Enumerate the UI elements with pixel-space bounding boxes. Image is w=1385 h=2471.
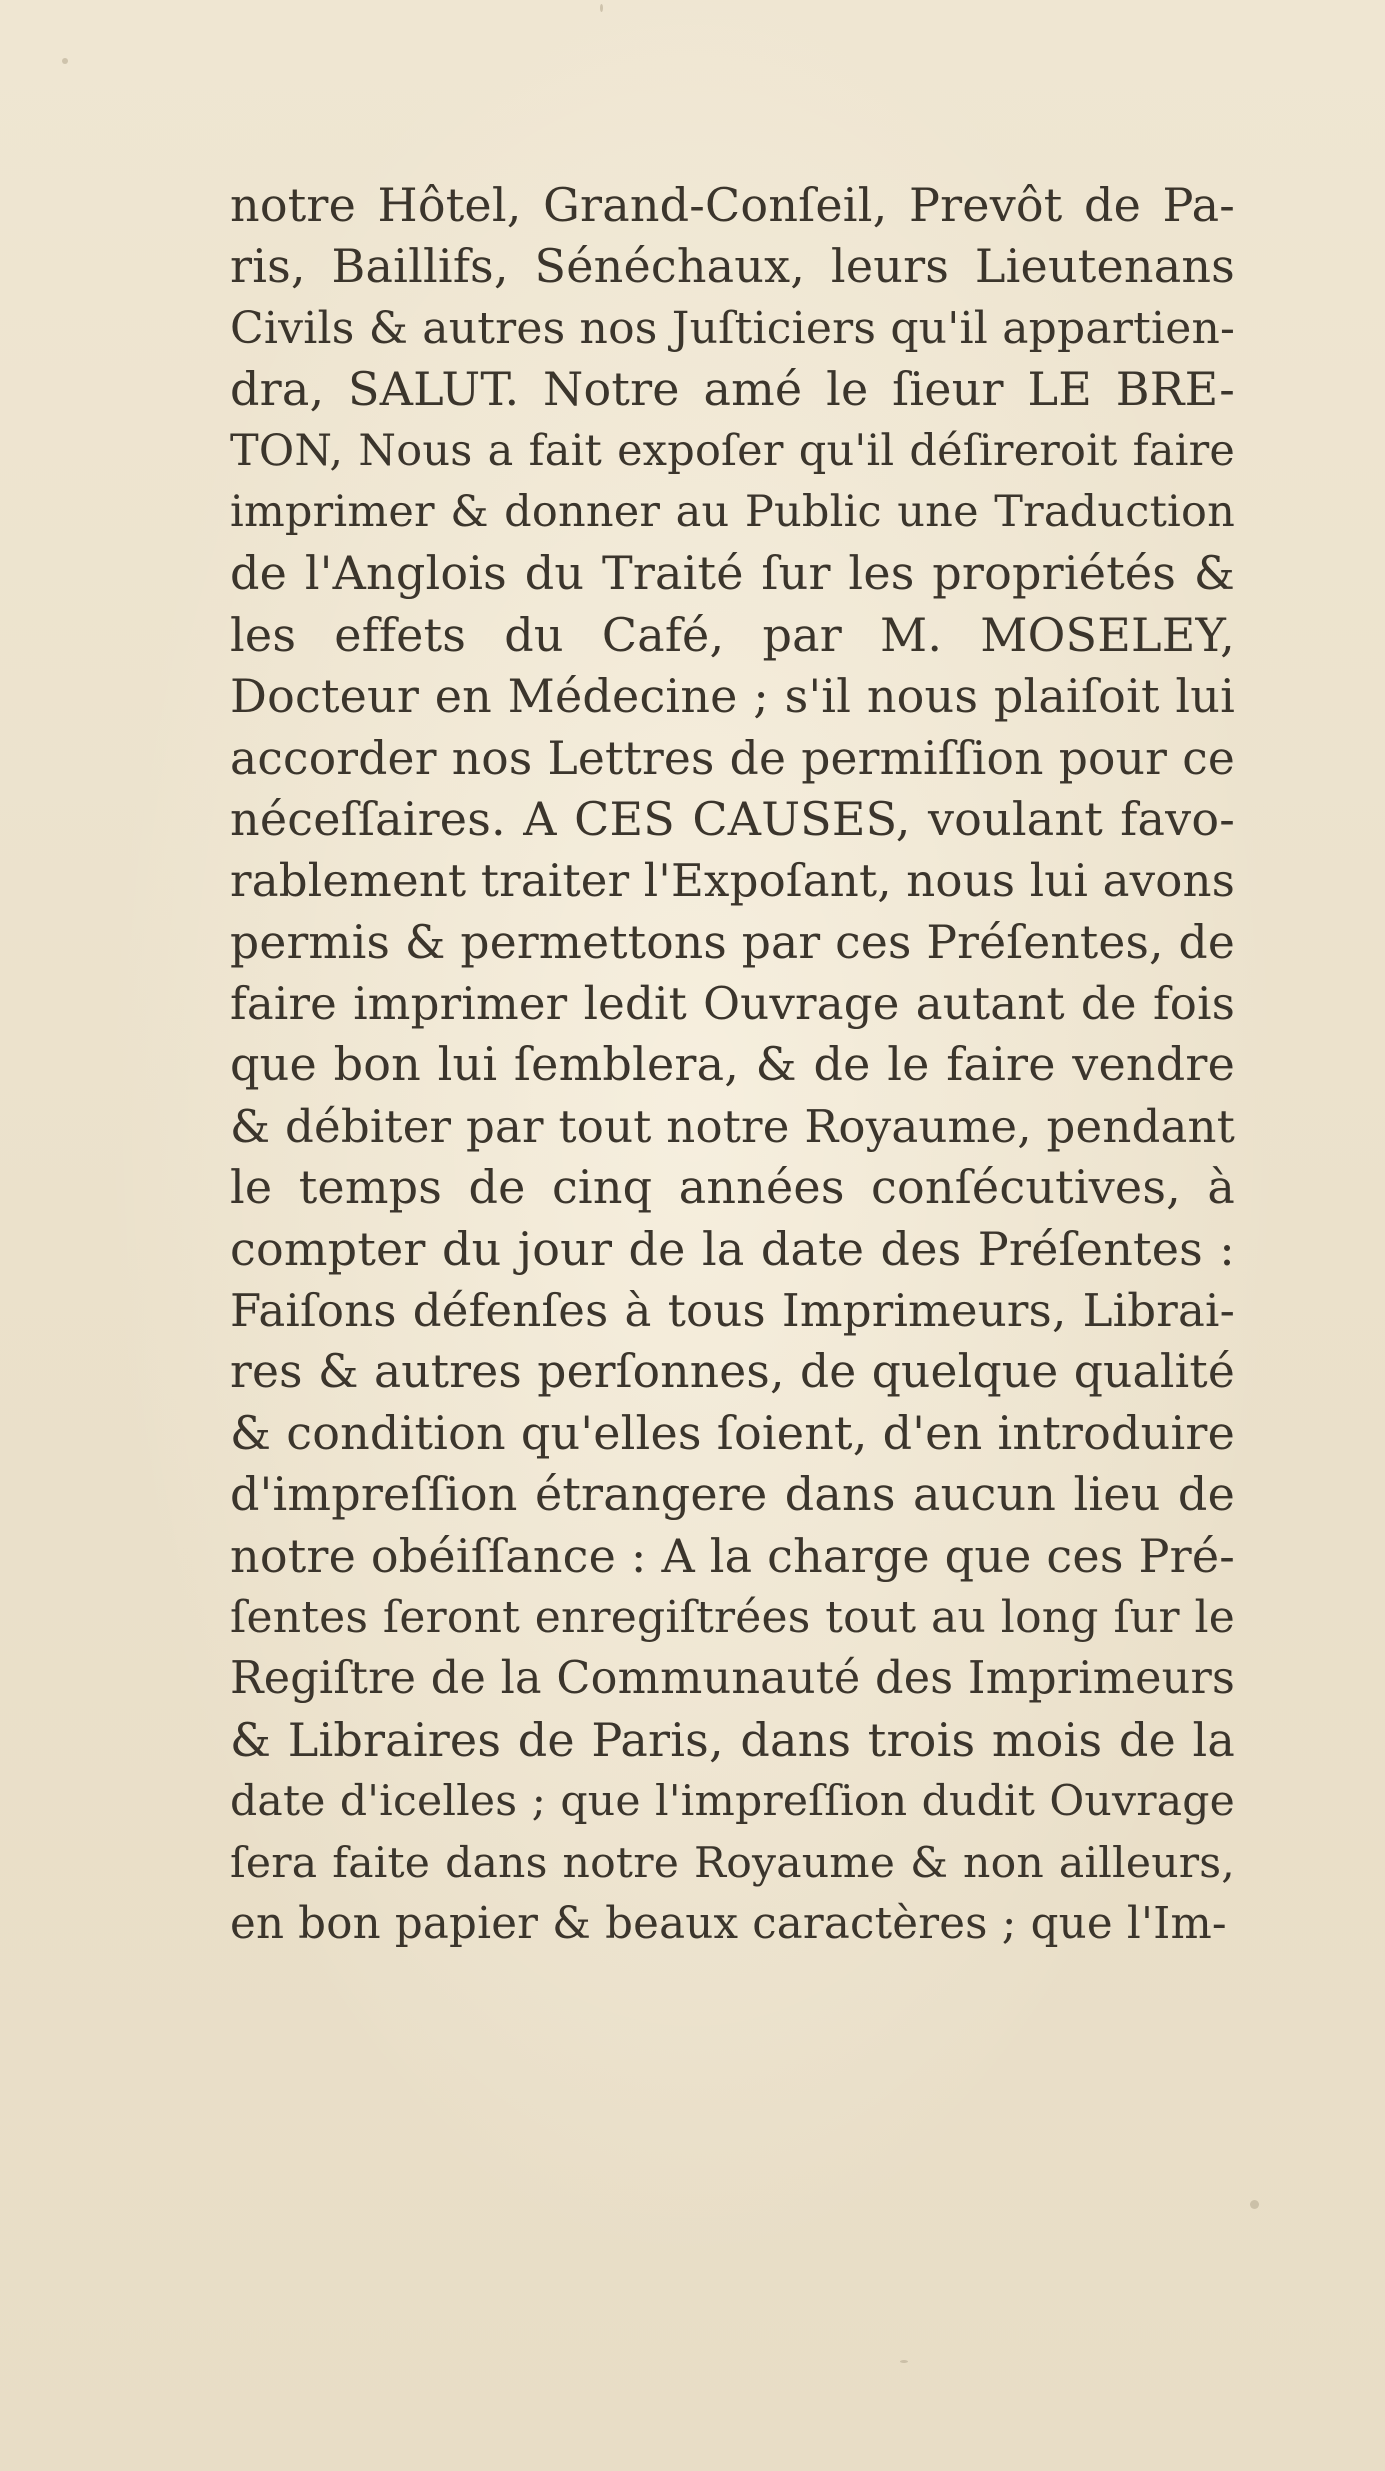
text-line: & Libraires de Paris, dans trois mois de la — [230, 1712, 1235, 1767]
text-line: Faiſons défenſes à tous Imprimeurs, Librai- — [230, 1284, 1235, 1338]
page-text — [230, 175, 1235, 1955]
text-line: en bon papier & beaux caractères ; que l'Im- — [230, 1898, 1227, 1949]
text-line: ſentes ſeront enregiſtrées tout au long ſur le — [230, 1591, 1235, 1643]
text-line: Regiſtre de la Communauté des Imprimeurs — [230, 1653, 1235, 1705]
text-line: accorder nos Lettres de permiſſion pour ce — [230, 731, 1235, 785]
text-line: date d'icelles ; que l'impreſſion dudit Ouvrage — [230, 1777, 1235, 1827]
text-line: néceſſaires. A CES CAUSES, voulant favo- — [230, 791, 1235, 846]
text-line: notre obéiſſance : A la charge que ces Pré- — [230, 1528, 1235, 1583]
text-line: ris, Baillifs, Sénéchaux, leurs Lieutenans — [230, 239, 1235, 294]
paper-speck — [62, 58, 68, 64]
text-line: que bon lui ſemblera, & de le faire vendre — [230, 1037, 1235, 1092]
text-line: d'impreſſion étrangere dans aucun lieu de — [230, 1467, 1235, 1522]
text-line: ſera faite dans notre Royaume & non ailleurs, — [230, 1838, 1235, 1888]
text-line: dra, SALUT. Notre amé le ſieur LE BRE- — [230, 362, 1235, 417]
text-line: imprimer & donner au Public une Traduction — [230, 486, 1235, 537]
text-line: Docteur en Médecine ; s'il nous plaiſoit lui — [230, 669, 1235, 724]
text-line: de l'Anglois du Traité ſur les propriétés & — [230, 546, 1235, 601]
text-line: TON, Nous a fait expoſer qu'il déſireroit faire — [230, 425, 1235, 476]
paper-speck — [600, 4, 603, 12]
text-line: les effets du Café, par M. MOSELEY, — [230, 607, 1235, 662]
text-line: permis & permettons par ces Préſentes, de — [230, 915, 1235, 969]
text-line: faire imprimer ledit Ouvrage autant de fois — [230, 977, 1235, 1031]
text-line: & débiter par tout notre Royaume, pendant — [230, 1099, 1235, 1153]
text-line: & condition qu'elles ſoient, d'en introduire — [230, 1405, 1235, 1460]
text-line: le temps de cinq années conſécutives, à — [230, 1160, 1235, 1215]
text-line: notre Hôtel, Grand-Conſeil, Prevôt de Pa- — [230, 178, 1235, 232]
paper-speck — [1250, 2200, 1259, 2209]
paper-speck — [900, 2360, 908, 2363]
text-line: rablement traiter l'Expoſant, nous lui avons — [230, 854, 1235, 908]
text-line: Civils & autres nos Juſticiers qu'il appartien- — [230, 302, 1236, 354]
text-line: res & autres perſonnes, de quelque qualité — [230, 1345, 1235, 1399]
text-line: compter du jour de la date des Préſentes : — [230, 1221, 1235, 1276]
